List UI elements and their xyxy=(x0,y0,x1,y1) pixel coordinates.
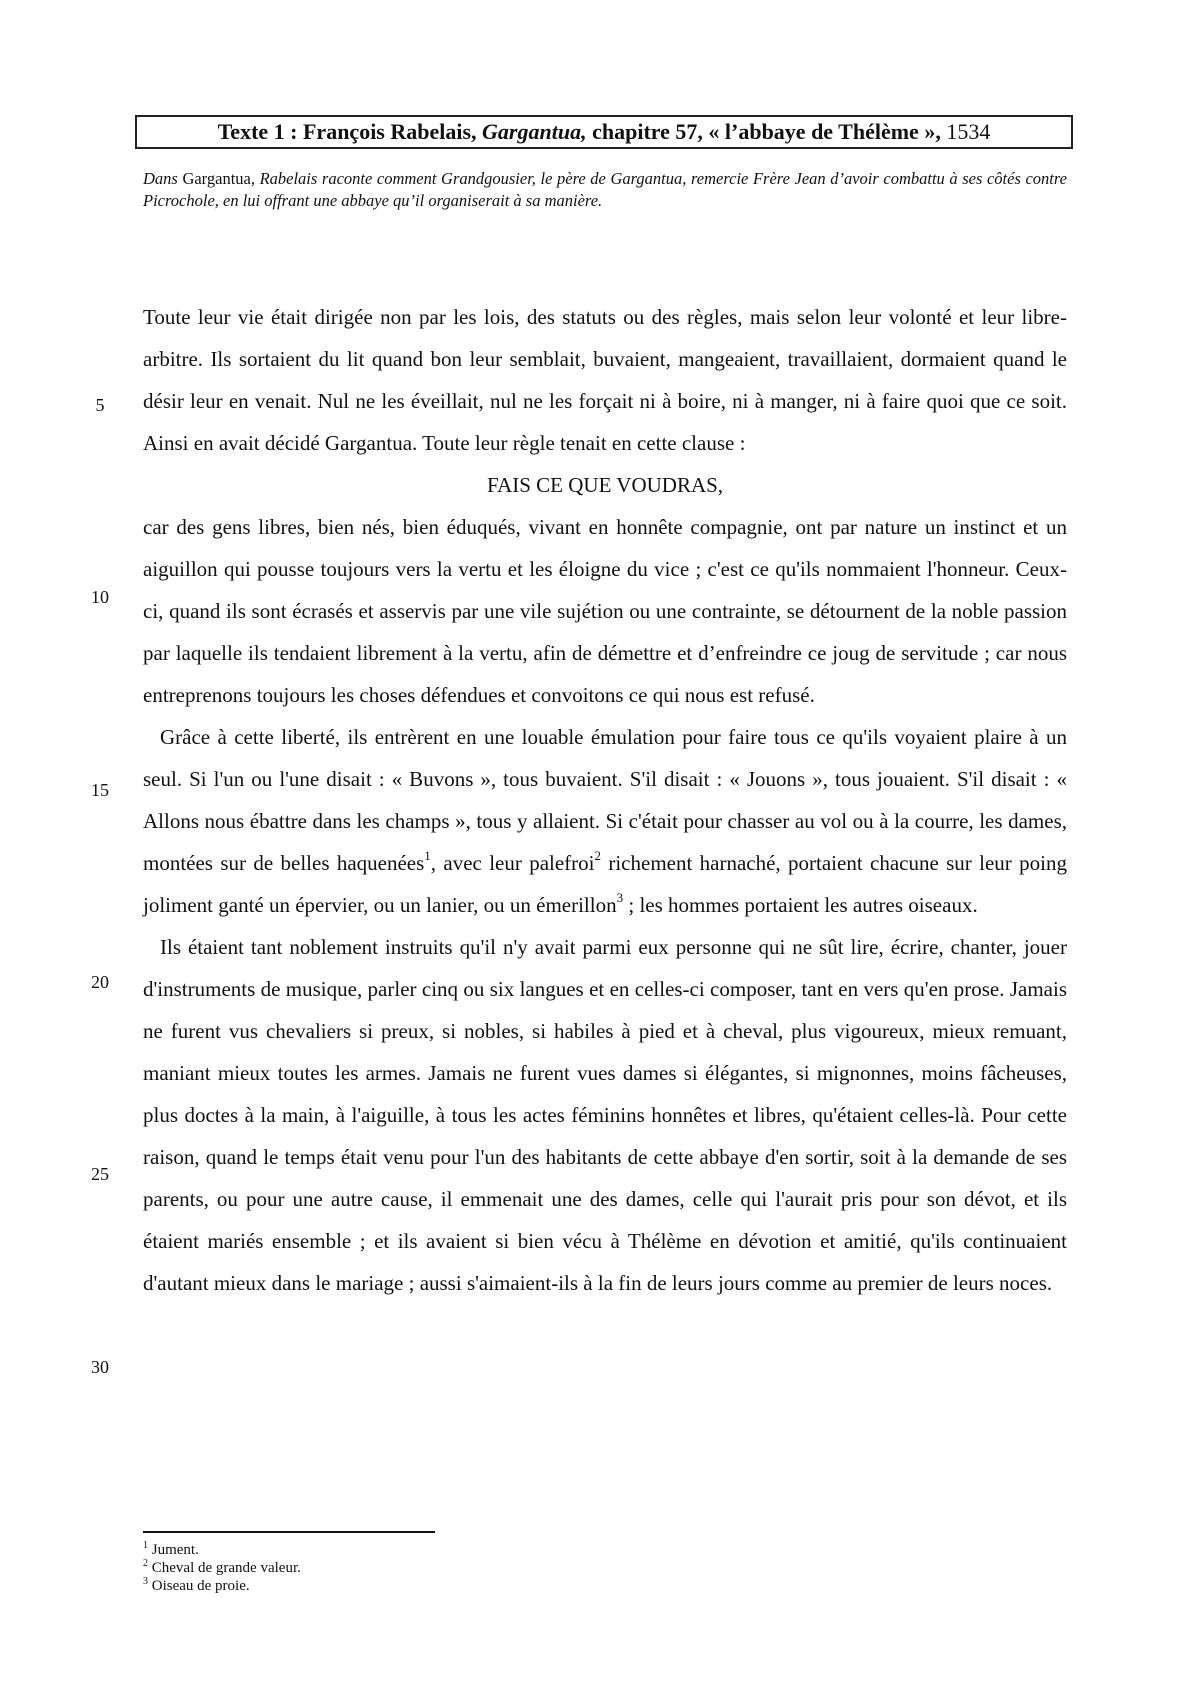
intro-paragraph xyxy=(143,168,1067,212)
intro-text-c: , Rabelais raconte comment Grandgousier, le père de Gargantua, remercie Frère Jean d’avoir combattu à ses côtés contre Picrochole, en lui offrant une abbaye qu’il organiserait à sa manière. xyxy=(143,169,1067,210)
paragraph-1: Toute leur vie était dirigée non par les lois, des statuts ou des règles, mais selon leur volonté et leur libre-arbitre. Ils sortaient du lit quand bon leur semblait, buvaient, mangeaient, travaillaient, dormaient quand le désir leur en venait. Nul ne les éveillait, nul ne les forçait ni à boire, ni à manger, ni à faire quoi que ce soit. Ainsi en avait décidé Gargantua. Toute leur règle tenait en cette clause : xyxy=(143,305,1067,455)
line-number-20: 20 xyxy=(91,972,109,992)
motto: FAIS CE QUE VOUDRAS, xyxy=(486,473,724,497)
line-number-30: 30 xyxy=(91,1357,109,1377)
line-number-5: 5 xyxy=(95,395,105,415)
paragraph-3-part-d: ; les hommes portaient les autres oiseaux. xyxy=(623,893,978,917)
footnote-separator xyxy=(143,1531,435,1533)
footnote-text: Jument. xyxy=(148,1542,199,1558)
intro-work-title: Gargantua xyxy=(182,169,251,188)
footnote-text: Cheval de grande valeur. xyxy=(148,1560,301,1576)
text-title xyxy=(135,115,1073,149)
intro-text-a: Dans xyxy=(143,169,183,188)
footnotes xyxy=(143,1541,643,1595)
footnote-ref-2[interactable]: 2 xyxy=(594,848,601,863)
footnote-text: Oiseau de proie. xyxy=(148,1578,250,1594)
footnote-number: 1 xyxy=(143,1540,148,1551)
footnote-ref-1[interactable]: 1 xyxy=(424,848,431,863)
footnote-2 xyxy=(143,1559,643,1577)
line-number-10: 10 xyxy=(91,587,109,607)
title-rest: chapitre 57, « l’abbaye de Thélème », xyxy=(586,119,941,144)
footnote-1 xyxy=(143,1541,643,1559)
paragraph-3-part-b: , avec leur palefroi xyxy=(430,851,595,875)
paragraph-2: car des gens libres, bien nés, bien éduqués, vivant en honnête compagnie, ont par nature un instinct et un aiguillon qui pousse toujours vers la vertu et les éloigne du vice ; c'est ce qu'ils nommaient l'honneur. Ceux-ci, quand ils sont écrasés et asservis par une vile sujétion ou une contrainte, se détournent de la noble passion par laquelle ils tendaient librement à la vertu, afin de démettre et d’enfreindre ce joug de servitude ; car nous entreprenons toujours les choses défendues et convoitons ce qui nous est refusé. xyxy=(143,515,1067,707)
line-number-25: 25 xyxy=(91,1164,109,1184)
paragraph-3 xyxy=(143,716,1067,926)
footnote-number: 2 xyxy=(143,1558,148,1569)
passage xyxy=(143,296,1067,1304)
footnote-3 xyxy=(143,1577,643,1595)
title-prefix: Texte 1 : François Rabelais, xyxy=(217,119,483,144)
paragraph-3-part-c: richement harnaché, portaient chacune sur leur poing joliment ganté un épervier, ou un lanier, ou un émerillon xyxy=(143,851,1067,917)
footnote-number: 3 xyxy=(143,1576,148,1587)
line-number-15: 15 xyxy=(91,780,109,800)
title-year: 1534 xyxy=(940,119,991,144)
paragraph-3-part-a: Grâce à cette liberté, ils entrèrent en une louable émulation pour faire tous ce qu'ils voyaient plaire à un seul. Si l'un ou l'une disait : « Buvons », tous buvaient. S'il disait : « Jouons », tous jouaient. S'il disait : « Allons nous ébattre dans les champs », tous y allaient. Si c'était pour chasser au vol ou à la courre, les dames, montées sur de belles haquenées xyxy=(143,725,1067,875)
title-work: Gargantua, xyxy=(482,119,587,144)
paragraph-4: Ils étaient tant noblement instruits qu'il n'y avait parmi eux personne qui ne sût lire, écrire, chanter, jouer d'instruments de musique, parler cinq ou six langues et en celles-ci composer, tant en vers qu'en prose. Jamais ne furent vus chevaliers si preux, si nobles, si habiles à pied et à cheval, plus vigoureux, mieux remuant, maniant mieux toutes les armes. Jamais ne furent vues dames si élégantes, si mignonnes, moins fâcheuses, plus doctes à la main, à l'aiguille, à tous les actes féminins honnêtes et libres, qu'étaient celles-là. Pour cette raison, quand le temps était venu pour l'un des habitants de cette abbaye d'en sortir, soit à la demande de ses parents, ou pour une autre cause, il emmenait une des dames, celle qui l'aurait pris pour son dévot, et ils étaient mariés ensemble ; et ils avaient si bien vécu à Thélème en dévotion et amitié, qu'ils continuaient d'autant mieux dans le mariage ; aussi s'aimaient-ils à la fin de leurs jours comme au premier de leurs noces. xyxy=(143,935,1067,1295)
footnote-ref-3[interactable]: 3 xyxy=(616,890,624,905)
